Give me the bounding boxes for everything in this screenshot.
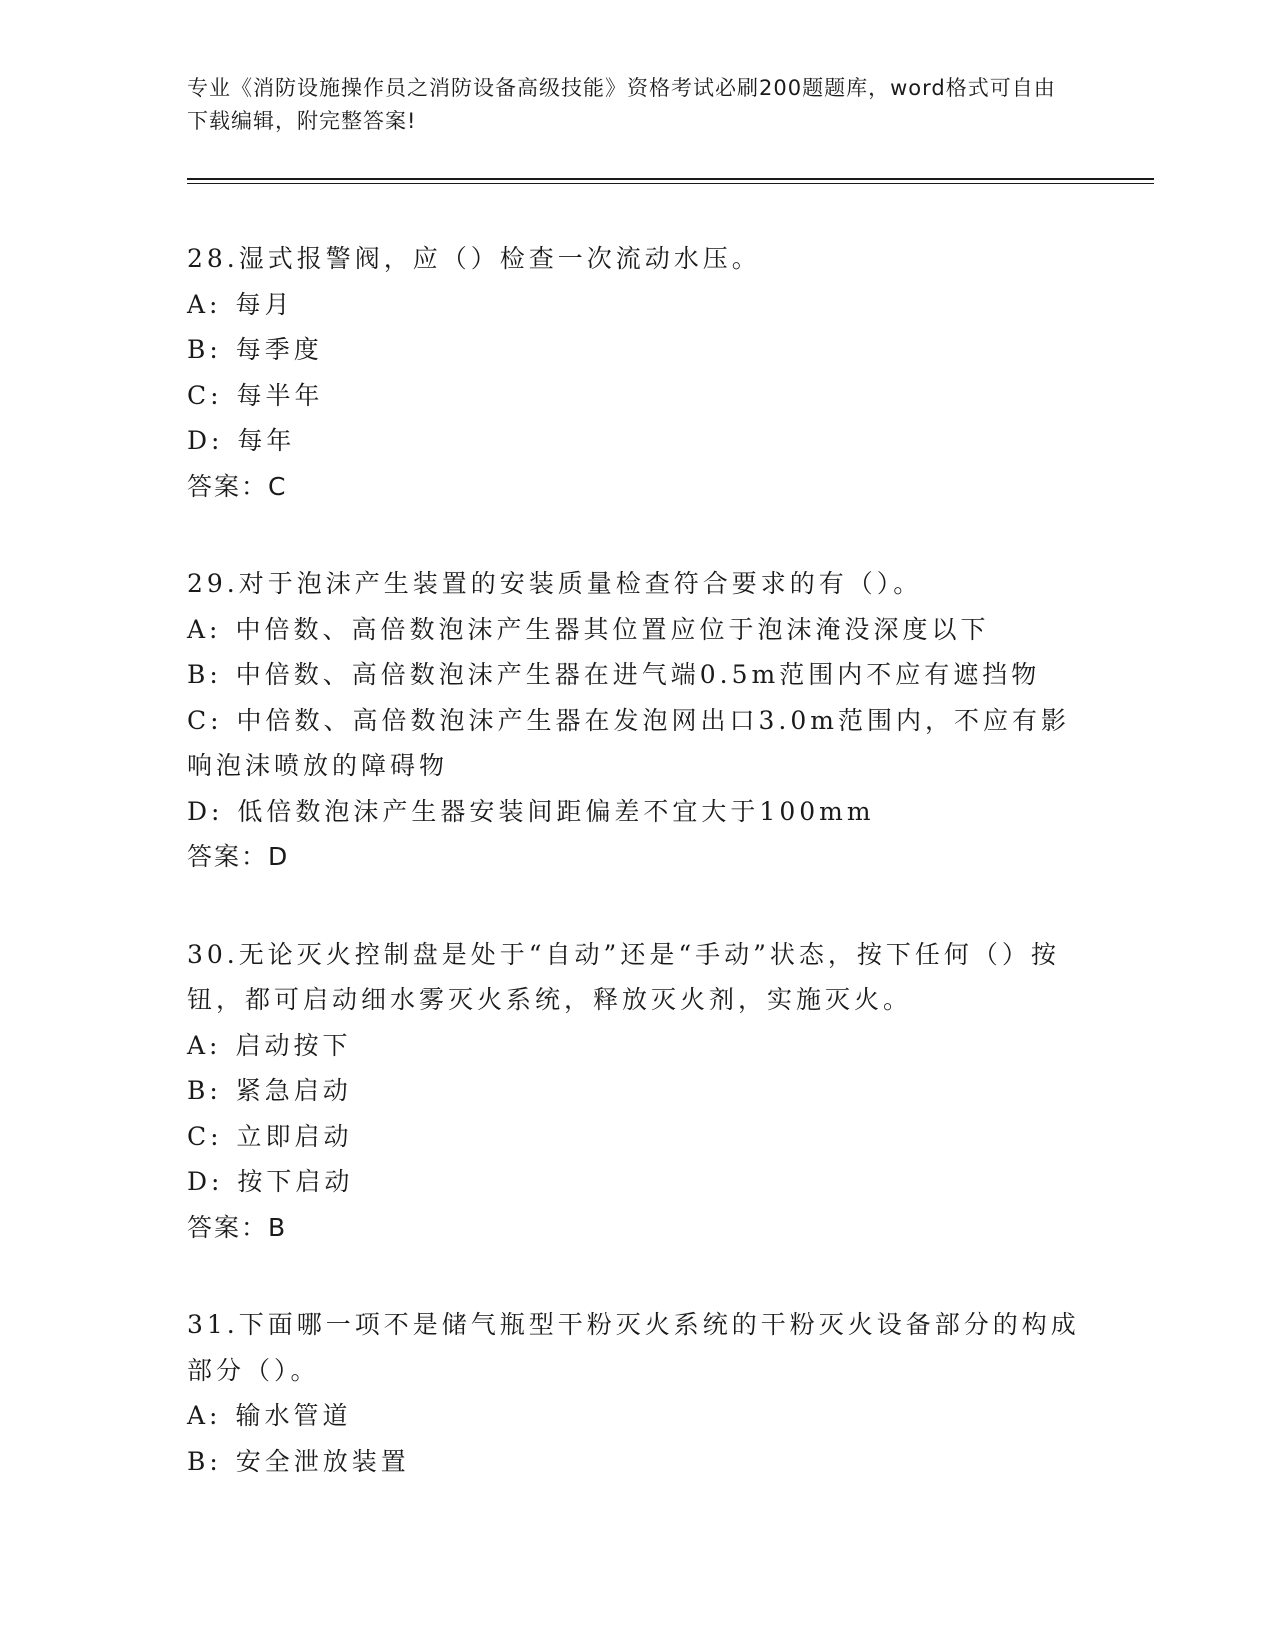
option-text: 中倍数、高倍数泡沫产生器在发泡网出口3.0m范围内，不应有影响泡沫喷放的障碍物	[187, 705, 1070, 780]
question-stem: 28.湿式报警阀，应（）检查一次流动水压。	[187, 244, 761, 273]
option-b	[187, 1068, 1087, 1114]
option-text: 启动按下	[235, 1030, 352, 1060]
option-c	[187, 373, 1087, 419]
option-label: B:	[187, 1446, 222, 1476]
option-text: 安全泄放装置	[235, 1446, 410, 1476]
question-31	[187, 1302, 1087, 1484]
option-b	[187, 1439, 1087, 1485]
option-a	[187, 282, 1087, 328]
option-label: D:	[187, 796, 224, 826]
option-c	[187, 1114, 1087, 1160]
answer-line: 答案：C	[187, 471, 288, 501]
question-28	[187, 236, 1087, 509]
option-label: C:	[187, 705, 223, 735]
option-d	[187, 1159, 1087, 1205]
option-label: C:	[187, 380, 223, 410]
option-label: A:	[187, 289, 222, 319]
question-30	[187, 932, 1087, 1251]
question-stem: 31.下面哪一项不是储气瓶型干粉灭火系统的干粉灭火设备部分的构成部分（）。	[187, 1310, 1080, 1385]
option-a	[187, 1393, 1087, 1439]
option-text: 立即启动	[236, 1121, 353, 1151]
option-b	[187, 327, 1087, 373]
header-divider-thin	[187, 183, 1154, 184]
option-text: 紧急启动	[235, 1076, 352, 1105]
option-text: 低倍数泡沫产生器安装间距偏差不宜大于100mm	[237, 796, 875, 826]
option-text: 中倍数、高倍数泡沫产生器在进气端0.5m范围内不应有遮挡物	[235, 660, 1041, 689]
option-d	[187, 789, 1087, 835]
option-label: B:	[187, 660, 222, 689]
question-29	[187, 561, 1087, 880]
document-header: 专业《消防设施操作员之消防设备高级技能》资格考试必刷200题题库，word格式可自由下载编辑，附完整答案!	[187, 76, 1056, 133]
option-a	[187, 1023, 1087, 1069]
option-text: 每半年	[236, 380, 324, 410]
option-text: 每季度	[235, 335, 323, 364]
option-label: C:	[187, 1121, 223, 1151]
question-stem: 30.无论灭火控制盘是处于“自动”还是“手动”状态，按下任何（）按钮，都可启动细水雾灭火系统，释放灭火剂，实施灭火。	[187, 939, 1060, 1014]
option-label: A:	[187, 1030, 222, 1060]
question-stem: 29.对于泡沫产生装置的安装质量检查符合要求的有（）。	[187, 569, 923, 598]
option-label: D:	[187, 1167, 224, 1196]
option-label: A:	[187, 1401, 222, 1430]
option-label: A:	[187, 614, 222, 644]
option-text: 中倍数、高倍数泡沫产生器其位置应位于泡沫淹没深度以下	[235, 614, 990, 644]
option-c	[187, 698, 1087, 789]
option-text: 按下启动	[237, 1167, 354, 1196]
option-label: B:	[187, 335, 222, 364]
option-label: D:	[187, 426, 224, 455]
question-list	[187, 236, 1087, 1536]
option-text: 每月	[235, 289, 294, 319]
option-d	[187, 418, 1087, 464]
option-label: B:	[187, 1076, 222, 1105]
option-text: 每年	[237, 426, 296, 455]
option-text: 输水管道	[235, 1401, 352, 1430]
answer-line: 答案：D	[187, 842, 290, 871]
option-a	[187, 607, 1087, 653]
answer-line: 答案：B	[187, 1212, 288, 1242]
header-divider-thick	[187, 178, 1154, 180]
option-b	[187, 652, 1087, 698]
